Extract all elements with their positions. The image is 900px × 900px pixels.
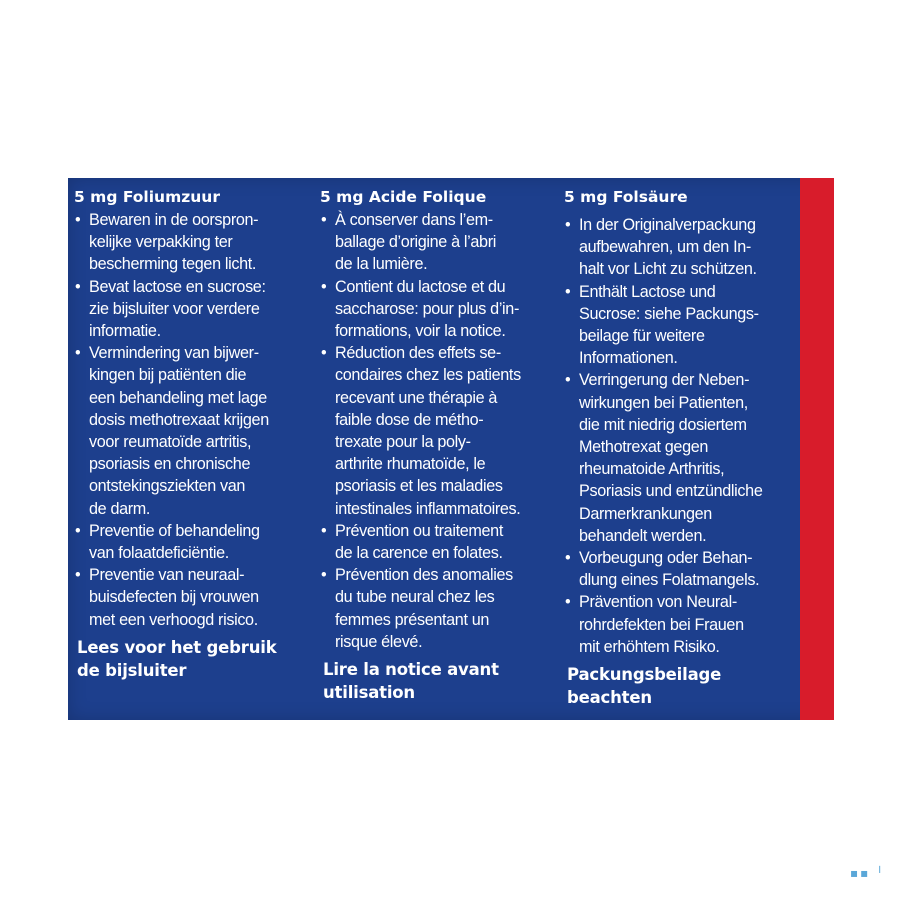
list-item: • Enthält Lactose und Sucrose: siehe Packungs- beilage für weitere Informationen. bbox=[564, 281, 794, 370]
leaflet-notice: Lire la notice avant utilisation bbox=[323, 660, 499, 703]
list-item: • In der Originalverpackung aufbewahren, um den In- halt vor Licht zu schützen. bbox=[564, 214, 794, 281]
list-item: • Preventie of behandeling van folaatdeficiëntie. bbox=[74, 520, 306, 564]
info-list bbox=[74, 209, 306, 631]
list-item: • Réduction des effets se- condaires chez les patients recevant une thérapie à faible dose de métho- trexate pour la poly- arthrite rhumatoïde, le psoriasis et les maladies intestinales inflammatoires. bbox=[320, 342, 556, 520]
package-panel bbox=[68, 178, 834, 720]
leaflet-notice: Lees voor het gebruik de bijsluiter bbox=[77, 637, 277, 680]
info-list bbox=[320, 209, 556, 653]
column-title: 5 mg Foliumzuur bbox=[74, 188, 220, 206]
list-item: • Prévention ou traitement de la carence en folates. bbox=[320, 520, 556, 564]
column-french bbox=[320, 186, 556, 704]
list-item: • Prévention des anomalies du tube neural chez les femmes présentant un risque élevé. bbox=[320, 564, 556, 653]
list-item: • Prävention von Neural- rohrdefekten bei Frauen mit erhöhtem Risiko. bbox=[564, 591, 794, 658]
watermark-dots-icon: ▪▪ ╵ bbox=[850, 866, 886, 880]
leaflet-notice: Packungsbeilage beachten bbox=[567, 665, 722, 708]
column-dutch bbox=[74, 186, 306, 682]
column-title: 5 mg Folsäure bbox=[564, 188, 688, 206]
list-item: • Bewaren in de oorspron- kelijke verpakking ter bescherming tegen licht. bbox=[74, 209, 306, 276]
column-title: 5 mg Acide Folique bbox=[320, 188, 487, 206]
list-item: • Bevat lactose en sucrose: zie bijsluiter voor verdere informatie. bbox=[74, 276, 306, 343]
list-item: • Vermindering van bijwer- kingen bij patiënten die een behandeling met lage dosis methotrexaat krijgen voor reumatoïde artritis, psoriasis en chronische ontstekingsziekten van de darm. bbox=[74, 342, 306, 520]
list-item: • Preventie van neuraal- buisdefecten bij vrouwen met een verhoogd risico. bbox=[74, 564, 306, 631]
red-stripe bbox=[800, 178, 834, 720]
info-list bbox=[564, 214, 794, 658]
list-item: • Verringerung der Neben- wirkungen bei Patienten, die mit niedrig dosiertem Methotrexat gegen rheumatoide Arthritis, Psoriasis und entzündliche Darmerkrankungen behandelt werden. bbox=[564, 369, 794, 547]
column-german bbox=[564, 186, 794, 709]
list-item: • Contient du lactose et du saccharose: pour plus d’in- formations, voir la notice. bbox=[320, 276, 556, 343]
list-item: • Vorbeugung oder Behan- dlung eines Folatmangels. bbox=[564, 547, 794, 591]
list-item: • À conserver dans l’em- ballage d’origine à l’abri de la lumière. bbox=[320, 209, 556, 276]
